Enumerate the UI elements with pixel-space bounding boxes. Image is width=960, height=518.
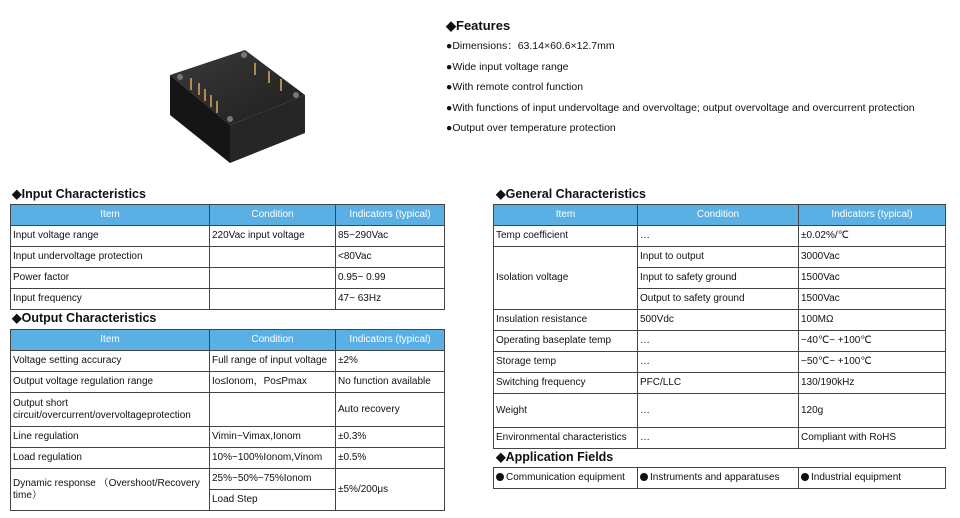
table-cell: ±0.3% — [336, 427, 445, 448]
table-cell: −50℃~ +100℃ — [799, 352, 946, 373]
table-cell: 1500Vac — [799, 268, 946, 289]
table-row — [11, 226, 445, 247]
table-cell: Vimin~Vimax,Ionom — [210, 427, 336, 448]
input-characteristics-table — [10, 204, 445, 310]
product-image — [160, 45, 310, 165]
table-cell: Io≤Ionom，Po≤Pmax — [210, 372, 336, 393]
table-cell — [210, 393, 336, 427]
table-cell: PFC/LLC — [638, 373, 799, 394]
table-cell: ±5%/200μs — [336, 469, 445, 511]
header-cell: Condition — [638, 205, 799, 226]
table-row — [11, 351, 445, 372]
table-cell: Operating baseplate temp — [494, 331, 638, 352]
table-cell: Output to safety ground — [638, 289, 799, 310]
header-cell: Condition — [210, 330, 336, 351]
table-cell: <80Vac — [336, 247, 445, 268]
application-label: Instruments and apparatuses — [650, 472, 780, 483]
table-cell: 220Vac input voltage — [210, 226, 336, 247]
table-cell: 1500Vac — [799, 289, 946, 310]
header-cell: Indicators (typical) — [336, 330, 445, 351]
application-fields-table — [493, 467, 946, 489]
header-cell: Item — [11, 330, 210, 351]
table-cell: Temp coefficient — [494, 226, 638, 247]
output-characteristics-table — [10, 329, 445, 511]
general-characteristics-title: ◆General Characteristics — [496, 187, 646, 201]
application-label: Communication equipment — [506, 472, 625, 483]
table-cell — [210, 247, 336, 268]
table-cell: … — [638, 331, 799, 352]
table-cell: Input voltage range — [11, 226, 210, 247]
feature-item: ●With functions of input undervoltage and overvoltage; output overvoltage and overcurrent protection — [446, 101, 915, 114]
table-cell: … — [638, 352, 799, 373]
header-cell: Condition — [210, 205, 336, 226]
application-cell — [638, 468, 799, 489]
table-cell — [210, 289, 336, 310]
table-row — [494, 468, 946, 489]
table-cell: 120g — [799, 394, 946, 428]
table-row — [11, 372, 445, 393]
bullet-icon — [801, 473, 809, 481]
table-cell: 25%~50%~75%Ionom — [210, 469, 336, 490]
general-characteristics-table — [493, 204, 946, 449]
table-cell: Input frequency — [11, 289, 210, 310]
table-cell: Voltage setting accuracy — [11, 351, 210, 372]
table-cell: 100MΩ — [799, 310, 946, 331]
table-cell: Line regulation — [11, 427, 210, 448]
table-cell: Power factor — [11, 268, 210, 289]
bullet-icon — [496, 473, 504, 481]
table-cell: Input to output — [638, 247, 799, 268]
table-cell: ±0.02%/℃ — [799, 226, 946, 247]
table-cell: Compliant with RoHS — [799, 428, 946, 449]
feature-item: ●Dimensions：63.14×60.6×12.7mm — [446, 40, 615, 52]
table-cell: Output voltage regulation range — [11, 372, 210, 393]
table-cell: No function available — [336, 372, 445, 393]
application-fields-title: ◆Application Fields — [496, 450, 614, 464]
header-cell: Item — [494, 205, 638, 226]
table-cell: 130/190kHz — [799, 373, 946, 394]
table-cell — [210, 268, 336, 289]
table-row — [11, 427, 445, 448]
table-cell: Load regulation — [11, 448, 210, 469]
features-list — [446, 36, 946, 139]
table-row — [494, 247, 946, 268]
table-row — [494, 310, 946, 331]
table-cell: Auto recovery — [336, 393, 445, 427]
input-characteristics-title: ◆Input Characteristics — [12, 187, 146, 201]
table-cell: Storage temp — [494, 352, 638, 373]
table-cell: Input to safety ground — [638, 268, 799, 289]
feature-item: ●Wide input voltage range — [446, 60, 569, 73]
table-row — [11, 448, 445, 469]
table-cell: Load Step — [210, 490, 336, 511]
table-row — [494, 352, 946, 373]
table-cell: … — [638, 394, 799, 428]
table-header-row — [11, 205, 445, 226]
application-label: Industrial equipment — [811, 472, 902, 483]
table-row — [494, 394, 946, 428]
features-title: ◆Features — [446, 18, 511, 33]
features-section — [446, 16, 946, 139]
table-cell: −40℃~ +100℃ — [799, 331, 946, 352]
table-row — [11, 289, 445, 310]
table-header-row — [494, 205, 946, 226]
table-row — [11, 393, 445, 427]
table-cell: Dynamic response （Overshoot/Recovery time） — [11, 469, 210, 511]
table-row — [494, 428, 946, 449]
table-cell: ±0.5% — [336, 448, 445, 469]
table-row — [11, 268, 445, 289]
table-cell: 500Vdc — [638, 310, 799, 331]
feature-item: ●With remote control function — [446, 81, 584, 94]
table-cell: 47~ 63Hz — [336, 289, 445, 310]
application-cell — [799, 468, 946, 489]
table-cell: Environmental characteristics — [494, 428, 638, 449]
table-cell: Output short circuit/overcurrent/overvoltageprotection — [11, 393, 210, 427]
table-cell: … — [638, 428, 799, 449]
header-cell: Item — [11, 205, 210, 226]
header-cell: Indicators (typical) — [336, 205, 445, 226]
table-cell: … — [638, 226, 799, 247]
feature-item: ●Output over temperature protection — [446, 122, 616, 135]
output-characteristics-title: ◆Output Characteristics — [12, 311, 157, 325]
table-cell: Weight — [494, 394, 638, 428]
table-row — [494, 331, 946, 352]
table-cell: Isolation voltage — [494, 247, 638, 310]
table-cell: 3000Vac — [799, 247, 946, 268]
table-row — [494, 226, 946, 247]
table-row — [11, 469, 445, 490]
table-cell: 10%~100%Ionom,Vinom — [210, 448, 336, 469]
table-cell: 85~290Vac — [336, 226, 445, 247]
header-cell: Indicators (typical) — [799, 205, 946, 226]
table-row — [494, 373, 946, 394]
application-cell — [494, 468, 638, 489]
table-cell: Full range of input voltage — [210, 351, 336, 372]
table-row — [11, 247, 445, 268]
table-cell: Input undervoltage protection — [11, 247, 210, 268]
table-cell: ±2% — [336, 351, 445, 372]
table-cell: Switching frequency — [494, 373, 638, 394]
table-cell: Insulation resistance — [494, 310, 638, 331]
table-cell: 0.95~ 0.99 — [336, 268, 445, 289]
table-header-row — [11, 330, 445, 351]
bullet-icon — [640, 473, 648, 481]
